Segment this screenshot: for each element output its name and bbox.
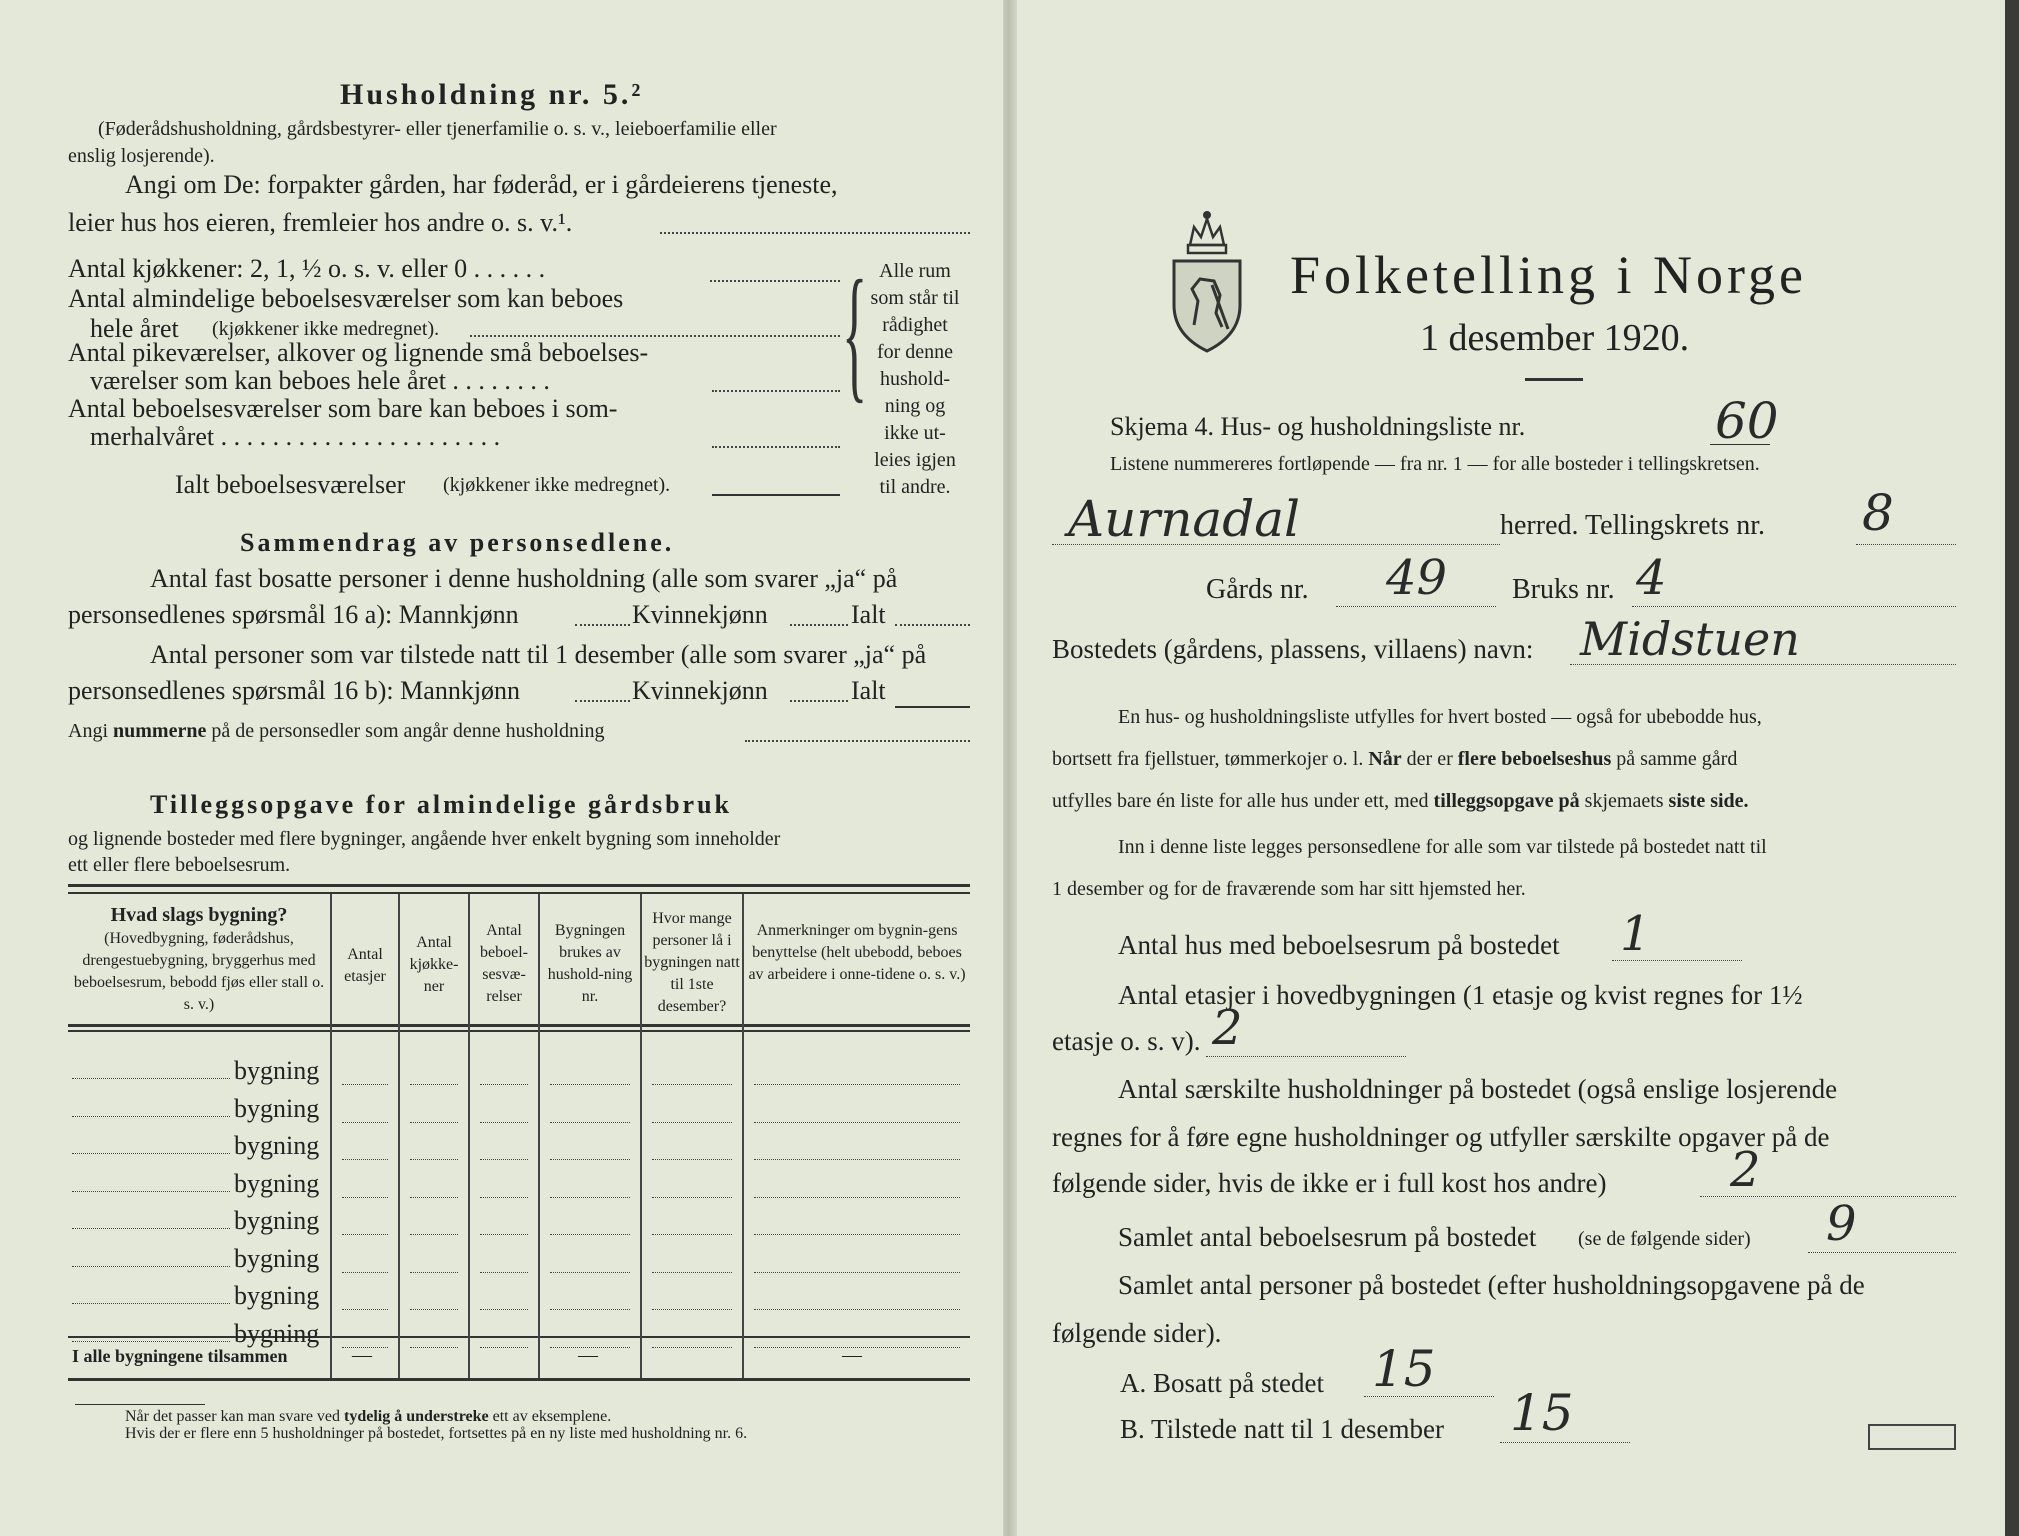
header-remarks: Anmerkninger om bygnin-gens benyttelse (helt ubebodd, beboes av arbeidere i onne-tidene o. s. v.)	[748, 922, 966, 983]
building-type-field[interactable]	[72, 1116, 230, 1117]
a-label: A. Bosatt på stedet	[1120, 1368, 1324, 1398]
para1-text: der er	[1406, 748, 1453, 770]
table-cell-field[interactable]	[652, 1234, 732, 1235]
table-cell-field[interactable]	[754, 1234, 960, 1235]
rooms-brace: {	[842, 250, 868, 416]
summary-female-1: Kvinnekjønn	[632, 600, 768, 629]
angi-numbers	[68, 720, 605, 743]
numbers-text: på de personsedler som angår denne husholdning	[211, 720, 605, 742]
angi-answer-line[interactable]	[660, 232, 970, 234]
para1-text: på samme gård	[1616, 748, 1738, 770]
ordinary-rooms-field[interactable]	[470, 335, 840, 337]
a-line	[1364, 1396, 1494, 1397]
footnote-bold: tydelig å understreke	[344, 1408, 489, 1425]
table-cell-field[interactable]	[652, 1084, 732, 1085]
table-cell-field[interactable]	[342, 1197, 388, 1198]
building-row-label: bygning	[234, 1281, 320, 1310]
resident-male-field[interactable]	[575, 624, 630, 626]
building-row-label: bygning	[234, 1093, 320, 1123]
intro-line-2: enslig losjerende).	[68, 145, 215, 167]
rooms-summer: Antal beboelsesværelser som bare kan beboes i som-	[68, 394, 618, 423]
building-type-field[interactable]	[72, 1153, 230, 1154]
herred-label: herred. Tellingskrets nr.	[1500, 510, 1766, 541]
q-hus-line	[1612, 960, 1742, 961]
para1-bold: siste side.	[1668, 790, 1749, 812]
present-male-field[interactable]	[575, 700, 630, 702]
table-cell-field[interactable]	[410, 1197, 458, 1198]
summary-total-1: Ialt	[851, 600, 886, 629]
table-cell-field[interactable]	[652, 1347, 732, 1348]
col-divider	[330, 894, 332, 1378]
table-cell-field[interactable]	[480, 1197, 528, 1198]
header-building-type	[72, 902, 326, 1016]
total-dash: —	[352, 1344, 372, 1366]
total-label: I alle bygningene tilsammen	[72, 1346, 288, 1366]
building-row-label: bygning	[234, 1056, 320, 1085]
table-total-rule	[68, 1336, 970, 1338]
resident-total-field[interactable]	[895, 624, 970, 626]
intro-line-1: (Føderådshusholdning, gårdsbestyrer- eller tjenerfamilie o. s. v., leieboerfamilie eller	[98, 118, 777, 140]
brace-note	[860, 258, 970, 501]
table-cell-field[interactable]	[342, 1309, 388, 1310]
rooms-summer-2: merhalvåret . . . . . . . . . . . . . . . . . . . . . .	[90, 422, 501, 451]
q-hus-handwritten[interactable]: 1	[1620, 906, 1651, 962]
tillegg-title: Tilleggsopgave for almindelige gårdsbruk	[150, 790, 733, 819]
para1-text: skjemaets	[1584, 790, 1664, 812]
total-dash: —	[842, 1344, 862, 1366]
footnote-1	[125, 1408, 611, 1426]
table-cell-field[interactable]	[480, 1084, 528, 1085]
rooms-ordinary: Antal almindelige beboelsesværelser som kan beboes	[68, 284, 624, 313]
table-cell-field[interactable]	[550, 1234, 630, 1235]
q-etasjer-2: etasje o. s. v).	[1052, 1026, 1201, 1056]
a-handwritten[interactable]: 15	[1372, 1340, 1436, 1398]
maid-rooms-field[interactable]	[712, 390, 840, 392]
b-handwritten[interactable]: 15	[1510, 1384, 1574, 1442]
form-title: Folketelling i Norge	[1290, 245, 1807, 305]
para1-line-3	[1052, 790, 1749, 813]
summary-female-2: Kvinnekjønn	[632, 676, 768, 705]
para1-text: bortsett fra fjellstuer, tømmerkojer o. l.	[1052, 748, 1364, 770]
total-dash: —	[578, 1344, 598, 1366]
table-cell-field[interactable]	[410, 1309, 458, 1310]
para1-bold: flere beboelseshus	[1457, 748, 1612, 770]
table-cell-field[interactable]	[652, 1197, 732, 1198]
rooms-kitchens: Antal kjøkkener: 2, 1, ½ o. s. v. eller 0 . . . . . .	[68, 254, 546, 283]
table-bottom-rule	[68, 1378, 970, 1381]
table-cell-field[interactable]	[342, 1272, 388, 1273]
col-divider	[398, 894, 400, 1378]
building-type-field[interactable]	[72, 1078, 230, 1079]
q-etasjer-1: Antal etasjer i hovedbygningen (1 etasje og kvist regnes for 1½	[1118, 980, 1803, 1010]
table-cell-field[interactable]	[754, 1122, 960, 1123]
tillegg-sub-2: ett eller flere beboelsesrum.	[68, 854, 291, 876]
rooms-ordinary-note: (kjøkkener ikke medregnet).	[212, 318, 440, 340]
summary-line-2: personsedlenes spørsmål 16 a): Mannkjønn	[68, 600, 519, 629]
q-etasjer-handwritten[interactable]: 2	[1212, 1000, 1243, 1056]
para2-line-1: Inn i denne liste legges personsedlene for alle som var tilstede på bostedet natt til	[1118, 836, 1767, 858]
building-type-field[interactable]	[72, 1266, 230, 1267]
norway-coat-of-arms-icon	[1168, 205, 1246, 353]
brace-note-line: Alle rum	[879, 260, 951, 282]
angi-line-2: leier hus hos eieren, fremleier hos andre o. s. v.¹.	[68, 208, 573, 237]
b-line	[1500, 1442, 1630, 1443]
kitchens-field[interactable]	[710, 280, 840, 282]
q-pers-2: følgende sider).	[1052, 1318, 1222, 1348]
para1-text: utfylles bare én liste for alle hus under ett, med	[1052, 790, 1429, 812]
table-cell-field[interactable]	[652, 1159, 732, 1160]
q-hush-handwritten[interactable]: 2	[1730, 1142, 1761, 1198]
building-row-label: bygning	[234, 1243, 320, 1273]
footnote-text: Når det passer kan man svare ved	[125, 1408, 341, 1425]
table-cell-field[interactable]	[754, 1159, 960, 1160]
summary-line-4: personsedlenes spørsmål 16 b): Mannkjønn	[68, 676, 521, 705]
footnote-text: ett av eksemplene.	[492, 1408, 612, 1425]
table-cell-field[interactable]	[550, 1197, 630, 1198]
header-kitchens: Antal kjøkke-ner	[409, 934, 459, 995]
rooms-maid: Antal pikeværelser, alkover og lignende små beboelses-	[68, 338, 649, 367]
summary-line-1: Antal fast bosatte personer i denne husholdning (alle som svarer „ja“ på	[150, 564, 898, 593]
angi-line-1: Angi om De: forpakter gården, har føderåd, er i gårdeierens tjeneste,	[125, 170, 838, 199]
numbers-word: nummerne	[113, 720, 207, 742]
table-cell-field[interactable]	[754, 1197, 960, 1198]
table-top-rule	[68, 884, 970, 887]
bruks-line	[1632, 606, 1956, 607]
para1-bold: tilleggsopgave på	[1433, 790, 1580, 812]
table-cell-field[interactable]	[410, 1347, 458, 1348]
gards-handwritten[interactable]: 49	[1386, 550, 1448, 606]
header-building-title: Hvad slags bygning?	[110, 904, 288, 926]
q-rum-line	[1808, 1252, 1956, 1253]
summary-line-3: Antal personer som var tilstede natt til 1 desember (alle som svarer „ja“ på	[150, 640, 927, 669]
table-cell-field[interactable]	[754, 1272, 960, 1273]
table-cell-field[interactable]	[342, 1084, 388, 1085]
header-building-text: (Hovedbygning, føderådshus, drengestuebygning, bryggerhus med beboelsesrum, bebodd fjøs eller stall o. s. v.)	[73, 930, 325, 1013]
building-row-label: bygning	[234, 1318, 320, 1348]
q-hush-2: regnes for å føre egne husholdninger og utfyller særskilte opgaver på de	[1052, 1122, 1830, 1152]
rooms-ordinary-2: hele året	[90, 314, 179, 343]
q-hus: Antal hus med beboelsesrum på bostedet	[1118, 930, 1560, 960]
header-persons: Hvor mange personer lå i bygningen natt til 1ste desember?	[644, 910, 740, 1015]
table-cell-field[interactable]	[550, 1122, 630, 1123]
title-rule	[1525, 378, 1583, 381]
table-cell-field[interactable]	[342, 1122, 388, 1123]
gards-label: Gårds nr.	[1206, 574, 1309, 605]
header-floors: Antal etasjer	[344, 946, 386, 985]
krets-handwritten[interactable]: 8	[1862, 484, 1894, 542]
table-cell-field[interactable]	[342, 1159, 388, 1160]
household-title: Husholdning nr. 5.²	[340, 78, 644, 111]
table-cell-field[interactable]	[410, 1122, 458, 1123]
building-row-label: bygning	[234, 1168, 320, 1198]
table-cell-field[interactable]	[410, 1159, 458, 1160]
table-top-rule-2	[68, 892, 970, 894]
table-header-rule-2	[68, 1030, 970, 1032]
building-row-label: bygning	[234, 1131, 320, 1160]
summary-total-2: Ialt	[851, 676, 886, 705]
q-hush-3: følgende sider, hvis de ikke er i full kost hos andre)	[1052, 1168, 1607, 1198]
tillegg-sub-1: og lignende bosteder med flere bygninger, angående hver enkelt bygning som inneholder	[68, 828, 781, 850]
angi-word: Angi	[68, 720, 108, 742]
q-rum-handwritten[interactable]: 9	[1826, 1196, 1857, 1252]
resident-female-field[interactable]	[790, 624, 848, 626]
q-etasjer-line	[1206, 1056, 1406, 1057]
brace-note-line: for denne	[876, 341, 954, 363]
present-female-field[interactable]	[790, 700, 848, 702]
table-cell-field[interactable]	[480, 1347, 528, 1348]
q-rum: Samlet antal beboelsesrum på bostedet	[1118, 1222, 1537, 1252]
krets-line	[1856, 544, 1956, 545]
brace-note-line: leies igjen	[874, 449, 956, 471]
table-cell-field[interactable]	[480, 1309, 528, 1310]
total-rooms-field[interactable]	[712, 494, 840, 496]
present-total-field[interactable]	[895, 706, 970, 708]
header-rooms: Antal beboel-sesvæ-relser	[480, 922, 528, 1005]
page-fold	[1003, 0, 1017, 1536]
q-rum-note: (se de følgende sider)	[1578, 1228, 1751, 1250]
rooms-maid-2: værelser som kan beboes hele året . . . . . . . .	[90, 366, 550, 395]
brace-note-line: som står til	[870, 287, 960, 309]
brace-note-line: ikke ut-	[884, 422, 946, 444]
para1-bold: Når	[1368, 748, 1402, 770]
rooms-total-note: (kjøkkener ikke medregnet).	[443, 474, 671, 496]
table-cell-field[interactable]	[550, 1159, 630, 1160]
table-cell-field[interactable]	[410, 1084, 458, 1085]
col-divider	[640, 894, 642, 1378]
table-cell-field[interactable]	[550, 1309, 630, 1310]
para1-line-1: En hus- og husholdningsliste utfylles for hvert bosted — også for ubebodde hus,	[1118, 706, 1762, 728]
bosted-line	[1570, 664, 1956, 665]
table-cell-field[interactable]	[480, 1159, 528, 1160]
gards-line	[1336, 606, 1496, 607]
table-cell-field[interactable]	[480, 1272, 528, 1273]
herred-line	[1052, 544, 1500, 545]
table-cell-field[interactable]	[652, 1272, 732, 1273]
b-label: B. Tilstede natt til 1 desember	[1120, 1414, 1444, 1444]
herred-handwritten[interactable]: Aurnadal	[1068, 490, 1301, 548]
listene-note: Listene nummereres fortløpende — fra nr. 1 — for alle bosteder i tellingskretsen.	[1110, 453, 1760, 475]
bosted-label: Bostedets (gårdens, plassens, villaens) navn:	[1052, 634, 1534, 664]
list-number-handwritten[interactable]: 60	[1715, 392, 1779, 450]
table-cell-field[interactable]	[550, 1084, 630, 1085]
brace-note-line: ning og	[884, 395, 946, 417]
bosted-handwritten[interactable]: Midstuen	[1580, 612, 1800, 666]
printer-stamp	[1868, 1424, 1956, 1450]
table-cell-field[interactable]	[550, 1272, 630, 1273]
skjema-label: Skjema 4. Hus- og husholdningsliste nr.	[1110, 412, 1526, 441]
table-cell-field[interactable]	[410, 1272, 458, 1273]
building-type-field[interactable]	[72, 1228, 230, 1229]
numbers-field[interactable]	[745, 740, 970, 742]
table-cell-field[interactable]	[410, 1234, 458, 1235]
table-cell-field[interactable]	[342, 1234, 388, 1235]
scan-edge	[2005, 0, 2019, 1536]
summary-title: Sammendrag av personsedlene.	[240, 528, 675, 557]
table-cell-field[interactable]	[480, 1122, 528, 1123]
para2-line-2: 1 desember og for de fraværende som har sitt hjemsted her.	[1052, 878, 1526, 900]
col-divider	[742, 894, 744, 1378]
form-date: 1 desember 1920.	[1420, 317, 1690, 359]
table-cell-field[interactable]	[754, 1084, 960, 1085]
col-divider	[468, 894, 470, 1378]
bruks-handwritten[interactable]: 4	[1636, 550, 1667, 606]
col-divider	[538, 894, 540, 1378]
q-hush-1: Antal særskilte husholdninger på bostedet (også enslige losjerende	[1118, 1074, 1838, 1104]
brace-note-line: rådighet	[882, 314, 948, 336]
table-cell-field[interactable]	[652, 1309, 732, 1310]
building-type-field[interactable]	[72, 1341, 230, 1342]
table-header-rule	[68, 1024, 970, 1027]
brace-note-line: hushold-	[880, 368, 950, 390]
footnote-rule	[75, 1404, 205, 1405]
table-cell-field[interactable]	[652, 1122, 732, 1123]
bruks-label: Bruks nr.	[1512, 574, 1615, 605]
table-cell-field[interactable]	[480, 1234, 528, 1235]
footnote-2: Hvis der er flere enn 5 husholdninger på bostedet, fortsettes på en ny liste med husholdning nr. 6.	[125, 1425, 748, 1442]
q-pers-1: Samlet antal personer på bostedet (efter husholdningsopgavene på de	[1118, 1270, 1865, 1300]
building-row-label: bygning	[234, 1206, 320, 1235]
brace-note-line: til andre.	[879, 476, 951, 498]
table-cell-field[interactable]	[754, 1309, 960, 1310]
summer-rooms-field[interactable]	[712, 446, 840, 448]
building-type-field[interactable]	[72, 1191, 230, 1192]
header-household-no: Bygningen brukes av hushold-ning nr.	[547, 922, 633, 1005]
building-type-field[interactable]	[72, 1303, 230, 1304]
para1-line-2	[1052, 748, 1737, 771]
rooms-total: Ialt beboelsesværelser	[175, 470, 406, 499]
